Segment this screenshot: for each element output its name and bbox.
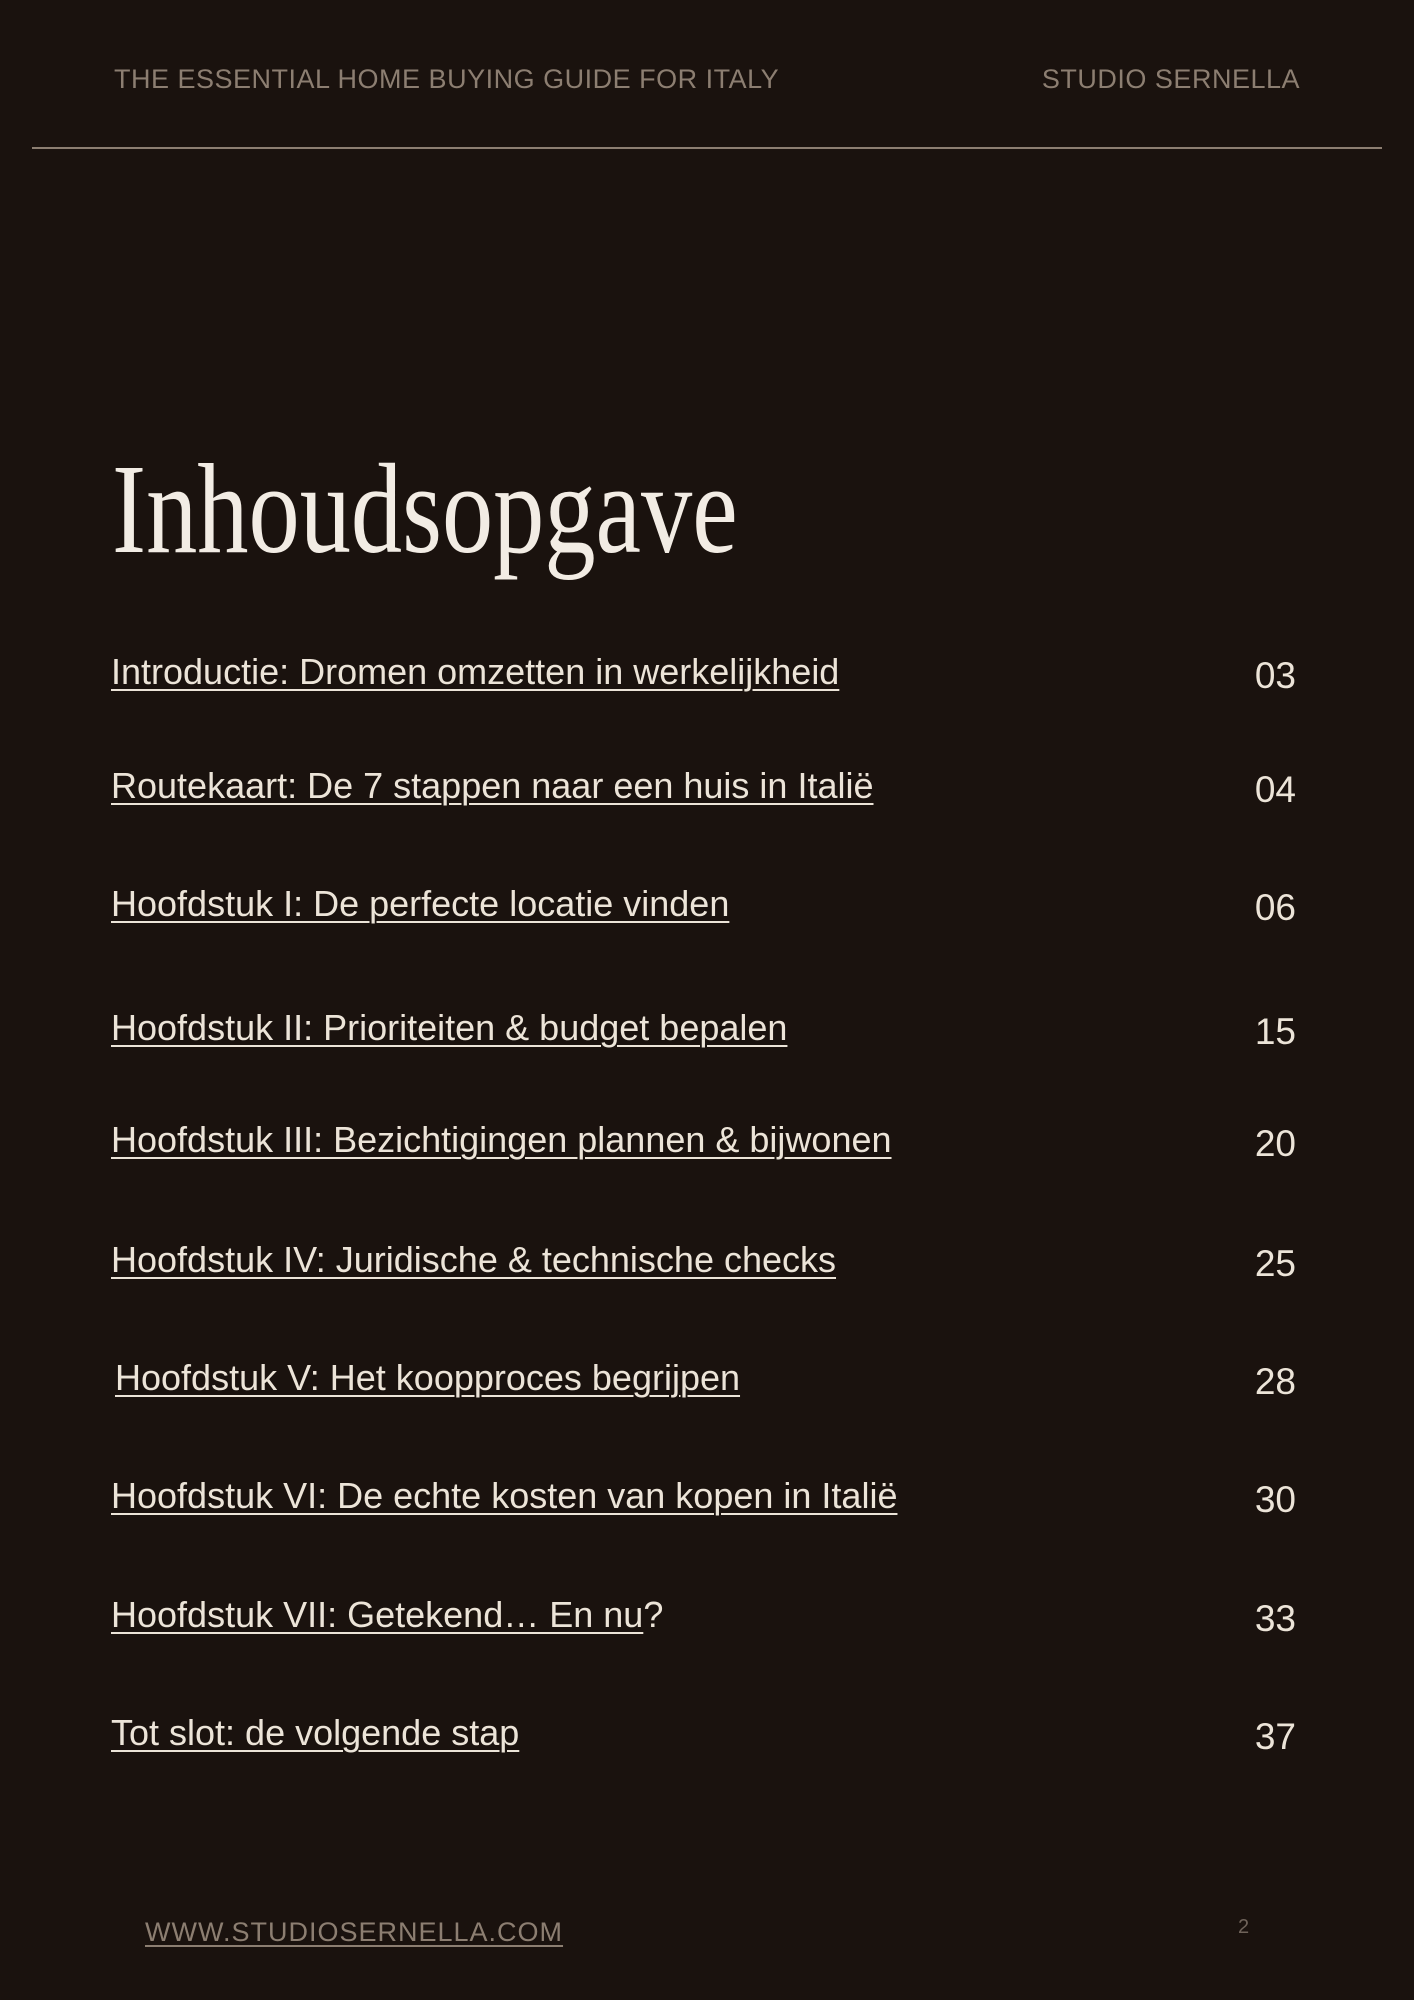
page-number: 2: [1238, 1916, 1250, 1938]
toc-entry-routekaart: [111, 764, 1296, 824]
toc-link-hoofdstuk-3[interactable]: Hoofdstuk III: Bezichtigingen plannen & bijwonen: [111, 1119, 892, 1160]
toc-page-number: 04: [1254, 769, 1296, 810]
header-divider: [32, 147, 1382, 149]
toc-page-number: 25: [1254, 1243, 1296, 1284]
toc-page-number: 37: [1254, 1716, 1296, 1757]
toc-link-hoofdstuk-1[interactable]: Hoofdstuk I: De perfecte locatie vinden: [111, 883, 730, 924]
toc-link-hoofdstuk-4[interactable]: Hoofdstuk IV: Juridische & technische checks: [111, 1239, 837, 1280]
toc-entry-hoofdstuk-1: [111, 882, 1296, 942]
toc-page-number: 28: [1254, 1361, 1296, 1402]
toc-link-tot-slot[interactable]: Tot slot: de volgende stap: [111, 1712, 520, 1753]
toc-link-hoofdstuk-6[interactable]: Hoofdstuk VI: De echte kosten van kopen in Italië: [111, 1475, 898, 1516]
toc-page-number: 06: [1254, 887, 1296, 928]
toc-entry-hoofdstuk-6: [111, 1474, 1296, 1534]
toc-link-hoofdstuk-5[interactable]: Hoofdstuk V: Het koopproces begrijpen: [115, 1357, 741, 1398]
toc-entry-hoofdstuk-5: [115, 1356, 1296, 1416]
header-title: THE ESSENTIAL HOME BUYING GUIDE FOR ITALY: [114, 64, 780, 94]
toc-entry-hoofdstuk-2: [111, 1006, 1296, 1066]
toc-page-number: 03: [1254, 655, 1296, 696]
toc-page-number: 20: [1254, 1123, 1296, 1164]
toc-link-hoofdstuk-7-wrapper: [111, 1593, 663, 1636]
toc-entry-tot-slot: [111, 1711, 1296, 1771]
toc-entry-hoofdstuk-4: [111, 1238, 1296, 1298]
toc-page-number: 15: [1254, 1011, 1296, 1052]
toc-link-introductie[interactable]: Introductie: Dromen omzetten in werkelijkheid: [111, 651, 840, 692]
footer-website-link[interactable]: WWW.STUDIOSERNELLA.COM: [145, 1917, 564, 1947]
toc-suffix: ?: [643, 1594, 664, 1635]
toc-page-number: 30: [1254, 1479, 1296, 1520]
toc-link-hoofdstuk-7[interactable]: Hoofdstuk VII: Getekend… En nu: [111, 1594, 644, 1635]
toc-link-hoofdstuk-2[interactable]: Hoofdstuk II: Prioriteiten & budget bepalen: [111, 1007, 788, 1048]
page-title: Inhoudsopgave: [112, 438, 738, 580]
toc-entry-hoofdstuk-3: [111, 1118, 1296, 1178]
toc-link-routekaart[interactable]: Routekaart: De 7 stappen naar een huis in Italië: [111, 765, 874, 806]
toc-entry-introductie: [111, 650, 1296, 710]
toc-page-number: 33: [1254, 1598, 1296, 1639]
header-brand: STUDIO SERNELLA: [1041, 64, 1300, 94]
toc-entry-hoofdstuk-7: [111, 1593, 1296, 1653]
